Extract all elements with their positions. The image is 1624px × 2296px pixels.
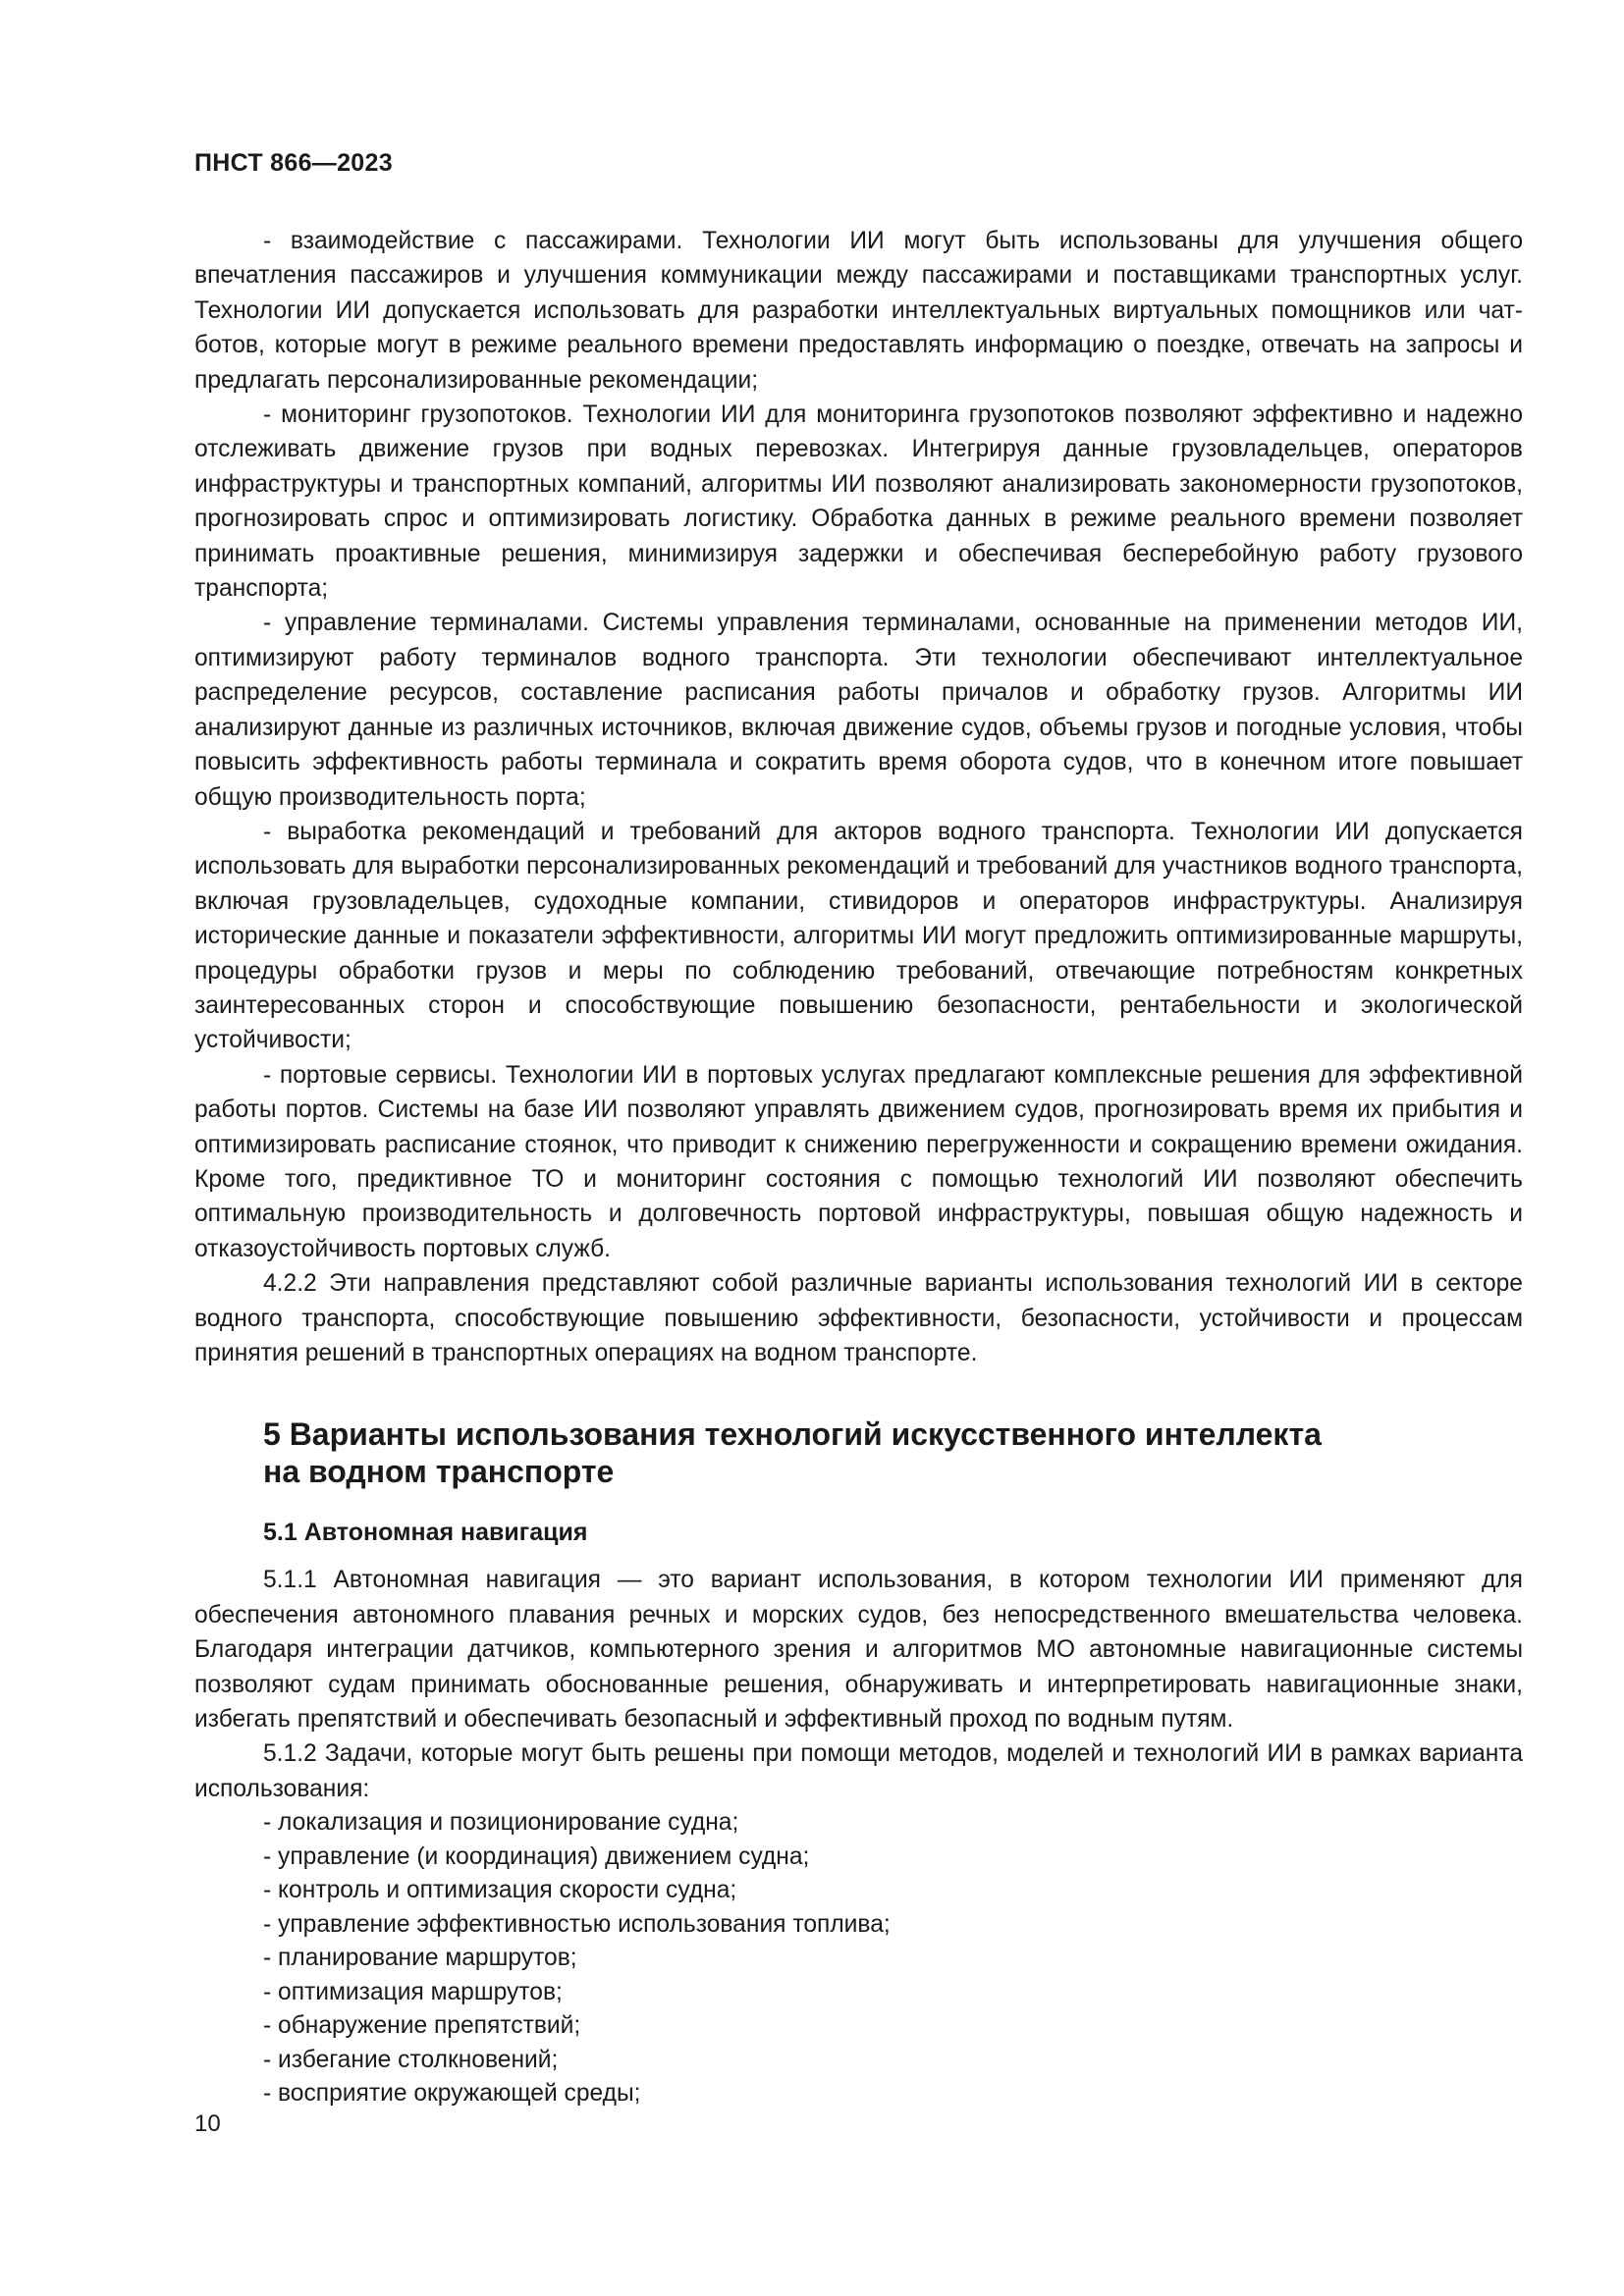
document-header: ПНСТ 866—2023: [194, 149, 393, 177]
list-item: - планирование маршрутов;: [263, 1945, 577, 1972]
paragraph: - мониторинг грузопотоков. Технологии ИИ для мониторинга грузопотоков позволяют эффективно и надежно отслеживать движение грузов при водных перевозках. Интегрируя данные грузовладельцев, операторов инфраструктуры и транспортных компаний, алгоритмы ИИ позволяют анализировать закономерности грузопотоков, прогнозировать спрос и оптимизировать логистику. Обработка данных в режиме реального времени позволяет принимать проактивные решения, минимизируя задержки и обеспечивая бесперебойную работу грузового транспорта;: [194, 401, 1523, 603]
list-item: - избегание столкновений;: [263, 2046, 559, 2073]
list-item: - управление (и координация) движением судна;: [263, 1842, 810, 1870]
list-item: - контроль и оптимизация скорости судна;: [263, 1877, 737, 1904]
list-item: - управление эффективностью использования топлива;: [263, 1910, 891, 1938]
paragraph: - портовые сервисы. Технологии ИИ в портовых услугах предлагают комплексные решения для эффективной работы портов. Системы на базе ИИ позволяют управлять движением судов, прогнозировать время их прибытия и оптимизировать расписание стоянок, что приводит к снижению перегруженности и сокращению времени ожидания. Кроме того, предиктивное ТО и мониторинг состояния с помощью технологий ИИ позволяют обеспечить оптимальную производительность и долговечность портовой инфраструктуры, повышая общую надежность и отказоустойчивость портовых служб.: [194, 1061, 1523, 1262]
paragraph: - управление терминалами. Системы управления терминалами, основанные на применении методов ИИ, оптимизируют работу терминалов водного транспорта. Эти технологии обеспечивают интеллектуальное распределение ресурсов, составление расписания работы причалов и обработку грузов. Алгоритмы ИИ анализируют данные из различных источников, включая движение судов, объемы грузов и погодные условия, чтобы повысить эффективность работы терминала и сократить время оборота судов, что в конечном итоге повышает общую производительность порта;: [194, 610, 1523, 811]
list-item: - обнаружение препятствий;: [263, 2012, 581, 2040]
paragraph: - взаимодействие с пассажирами. Технологии ИИ могут быть использованы для улучшения общего впечатления пассажиров и улучшения коммуникации между пассажирами и поставщиками транспортных услуг. Технологии ИИ допускается использовать для разработки интеллектуальных виртуальных помощников или чат-ботов, которые могут в режиме реального времени предоставлять информацию о поездке, отвечать на запросы и предлагать персонализированные рекомендации;: [194, 228, 1523, 394]
paragraph: - выработка рекомендаций и требований для акторов водного транспорта. Технологии ИИ допускается использовать для выработки персонализированных рекомендаций и требований для участников водного транспорта, включая грузовладельцев, судоходные компании, стивидоров и операторов инфраструктуры. Анализируя исторические данные и показатели эффективности, алгоритмы ИИ могут предложить оптимизированные маршруты, процедуры обработки грузов и меры по соблюдению требований, отвечающие потребностям конкретных заинтересованных сторон и способствующие повышению безопасности, рентабельности и экологической устойчивости;: [194, 818, 1523, 1054]
paragraph: 4.2.2 Эти направления представляют собой различные варианты использования технологий ИИ в секторе водного транспорта, способствующие повышению эффективности, безопасности, устойчивости и процессам принятия решений в транспортных операциях на водном транспорте.: [194, 1270, 1523, 1366]
section-heading-line: 5 Варианты использования технологий искусственного интеллекта: [263, 1416, 1322, 1453]
paragraph: 5.1.2 Задачи, которые могут быть решены при помощи методов, моделей и технологий ИИ в рамках варианта использования:: [194, 1740, 1523, 1802]
list-item: - локализация и позиционирование судна;: [263, 1809, 739, 1837]
list-item: - оптимизация маршрутов;: [263, 1978, 563, 2005]
document-body: [194, 224, 1523, 2111]
section-heading-line: на водном транспорте: [263, 1454, 615, 1490]
list-item: - восприятие окружающей среды;: [263, 2080, 641, 2108]
paragraph: 5.1.1 Автономная навигация — это вариант использования, в котором технологии ИИ применяют для обеспечения автономного плавания речных и морских судов, без непосредственного вмешательства человека. Благодаря интеграции датчиков, компьютерного зрения и алгоритмов МО автономные навигационные системы позволяют судам принимать обоснованные решения, обнаруживать и интерпретировать навигационные знаки, избегать препятствий и обеспечивать безопасный и эффективный проход по водным путям.: [194, 1567, 1523, 1734]
task-list: [194, 1806, 1523, 2111]
subsection-heading: 5.1 Автономная навигация: [263, 1519, 588, 1547]
section-heading: [263, 1415, 1523, 1490]
page-number: 10: [194, 2110, 221, 2137]
